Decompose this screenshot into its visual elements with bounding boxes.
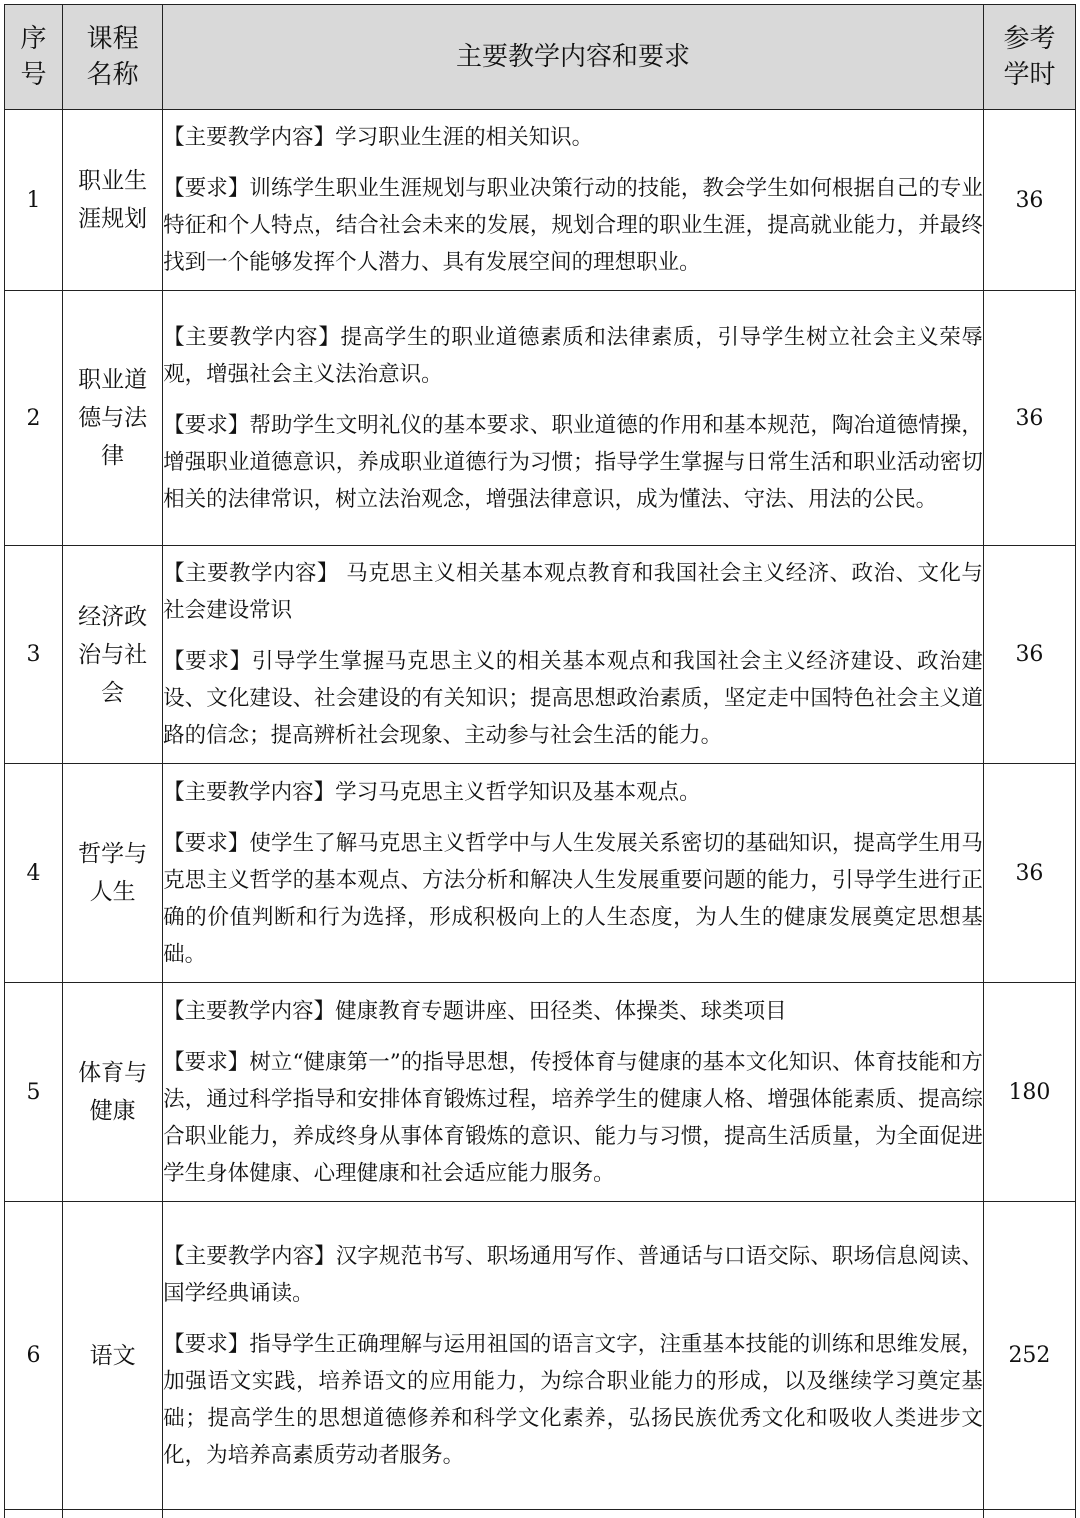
main-content-text: 【主要教学内容】健康教育专题讲座、田径类、体操类、球类项目 — [163, 998, 787, 1024]
continuation-cell — [163, 1510, 984, 1518]
table-row-continuation — [5, 1510, 1076, 1518]
row-serial-number: 5 — [5, 983, 63, 1202]
continuation-cell — [5, 1510, 63, 1518]
row-teaching-content — [163, 983, 984, 1202]
row-serial-number: 3 — [5, 546, 63, 764]
row-serial-number: 1 — [5, 110, 63, 291]
main-content-text: 【主要教学内容】汉字规范书写、职场通用写作、普通话与口语交际、职场信息阅读、国学经典诵读。 — [163, 1243, 983, 1306]
row-course-name: 语文 — [63, 1202, 163, 1510]
requirement-text: 【要求】训练学生职业生涯规划与职业决策行动的技能，教会学生如何根据自己的专业特征和个人特点，结合社会未来的发展，规划合理的职业生涯，提高就业能力，并最终找到一个能够发挥个人潜力、具有发展空间的理想职业。 — [163, 176, 983, 275]
table-row — [5, 110, 1076, 291]
row-course-name: 职业生 涯规划 — [63, 110, 163, 291]
requirement-text: 【要求】指导学生正确理解与运用祖国的语言文字，注重基本技能的训练和思维发展，加强语文实践，培养语文的应用能力，为综合职业能力的形成，以及继续学习奠定基础；提高学生的思想道德修养和科学文化素养，弘扬民族优秀文化和吸收人类进步文化，为培养高素质劳动者服务。 — [163, 1331, 983, 1468]
header-serial-number: 序 号 — [5, 5, 63, 110]
row-course-name: 哲学与 人生 — [63, 764, 163, 983]
row-serial-number: 6 — [5, 1202, 63, 1510]
continuation-cell — [983, 1510, 1075, 1518]
curriculum-table — [4, 4, 1076, 1518]
main-content-text: 【主要教学内容】提高学生的职业道德素质和法律素质，引导学生树立社会主义荣辱观，增强社会主义法治意识。 — [163, 324, 983, 387]
header-course-name: 课程 名称 — [63, 5, 163, 110]
requirement-text: 【要求】树立“健康第一”的指导思想，传授体育与健康的基本文化知识、体育技能和方法，通过科学指导和安排体育锻炼过程，培养学生的健康人格、增强体能素质、提高综合职业能力，养成终身从事体育锻炼的意识、能力与习惯，提高生活质量，为全面促进学生身体健康、心理健康和社会适应能力服务。 — [163, 1049, 983, 1186]
requirement-text: 【要求】帮助学生文明礼仪的基本要求、职业道德的作用和基本规范，陶冶道德情操，增强职业道德意识，养成职业道德行为习惯；指导学生掌握与日常生活和职业活动密切相关的法律常识，树立法治观念，增强法律意识，成为懂法、守法、用法的公民。 — [163, 412, 983, 512]
table-row — [5, 764, 1076, 983]
row-serial-number: 2 — [5, 291, 63, 546]
row-teaching-content — [163, 1202, 984, 1510]
continuation-cell — [63, 1510, 163, 1518]
row-reference-hours: 252 — [983, 1202, 1075, 1510]
row-teaching-content — [163, 764, 984, 983]
row-reference-hours: 180 — [983, 983, 1075, 1202]
requirement-text: 【要求】引导学生掌握马克思主义的相关基本观点和我国社会主义经济建设、政治建设、文化建设、社会建设的有关知识；提高思想政治素质，坚定走中国特色社会主义道路的信念；提高辨析社会现象、主动参与社会生活的能力。 — [163, 649, 983, 748]
row-reference-hours: 36 — [983, 291, 1075, 546]
header-teaching-content: 主要教学内容和要求 — [163, 5, 984, 110]
row-teaching-content — [163, 291, 984, 546]
main-content-text: 【主要教学内容】学习职业生涯的相关知识。 — [163, 125, 594, 150]
row-reference-hours: 36 — [983, 110, 1075, 291]
main-content-text: 【主要教学内容】学习马克思主义哲学知识及基本观点。 — [163, 779, 701, 805]
row-course-name: 职业道 德与法 律 — [63, 291, 163, 546]
table-row — [5, 546, 1076, 764]
row-reference-hours: 36 — [983, 764, 1075, 983]
row-course-name: 体育与 健康 — [63, 983, 163, 1202]
row-course-name: 经济政 治与社 会 — [63, 546, 163, 764]
header-reference-hours: 参考 学时 — [983, 5, 1075, 110]
table-row — [5, 1202, 1076, 1510]
table-header-row — [5, 5, 1076, 110]
table-row — [5, 983, 1076, 1202]
row-teaching-content — [163, 110, 984, 291]
row-serial-number: 4 — [5, 764, 63, 983]
main-content-text: 【主要教学内容】 马克思主义相关基本观点教育和我国社会主义经济、政治、文化与社会建设常识 — [163, 561, 983, 623]
table-row — [5, 291, 1076, 546]
requirement-text: 【要求】使学生了解马克思主义哲学中与人生发展关系密切的基础知识，提高学生用马克思主义哲学的基本观点、方法分析和解决人生发展重要问题的能力，引导学生进行正确的价值判断和行为选择，形成积极向上的人生态度，为人生的健康发展奠定思想基础。 — [163, 830, 983, 967]
row-teaching-content — [163, 546, 984, 764]
row-reference-hours: 36 — [983, 546, 1075, 764]
